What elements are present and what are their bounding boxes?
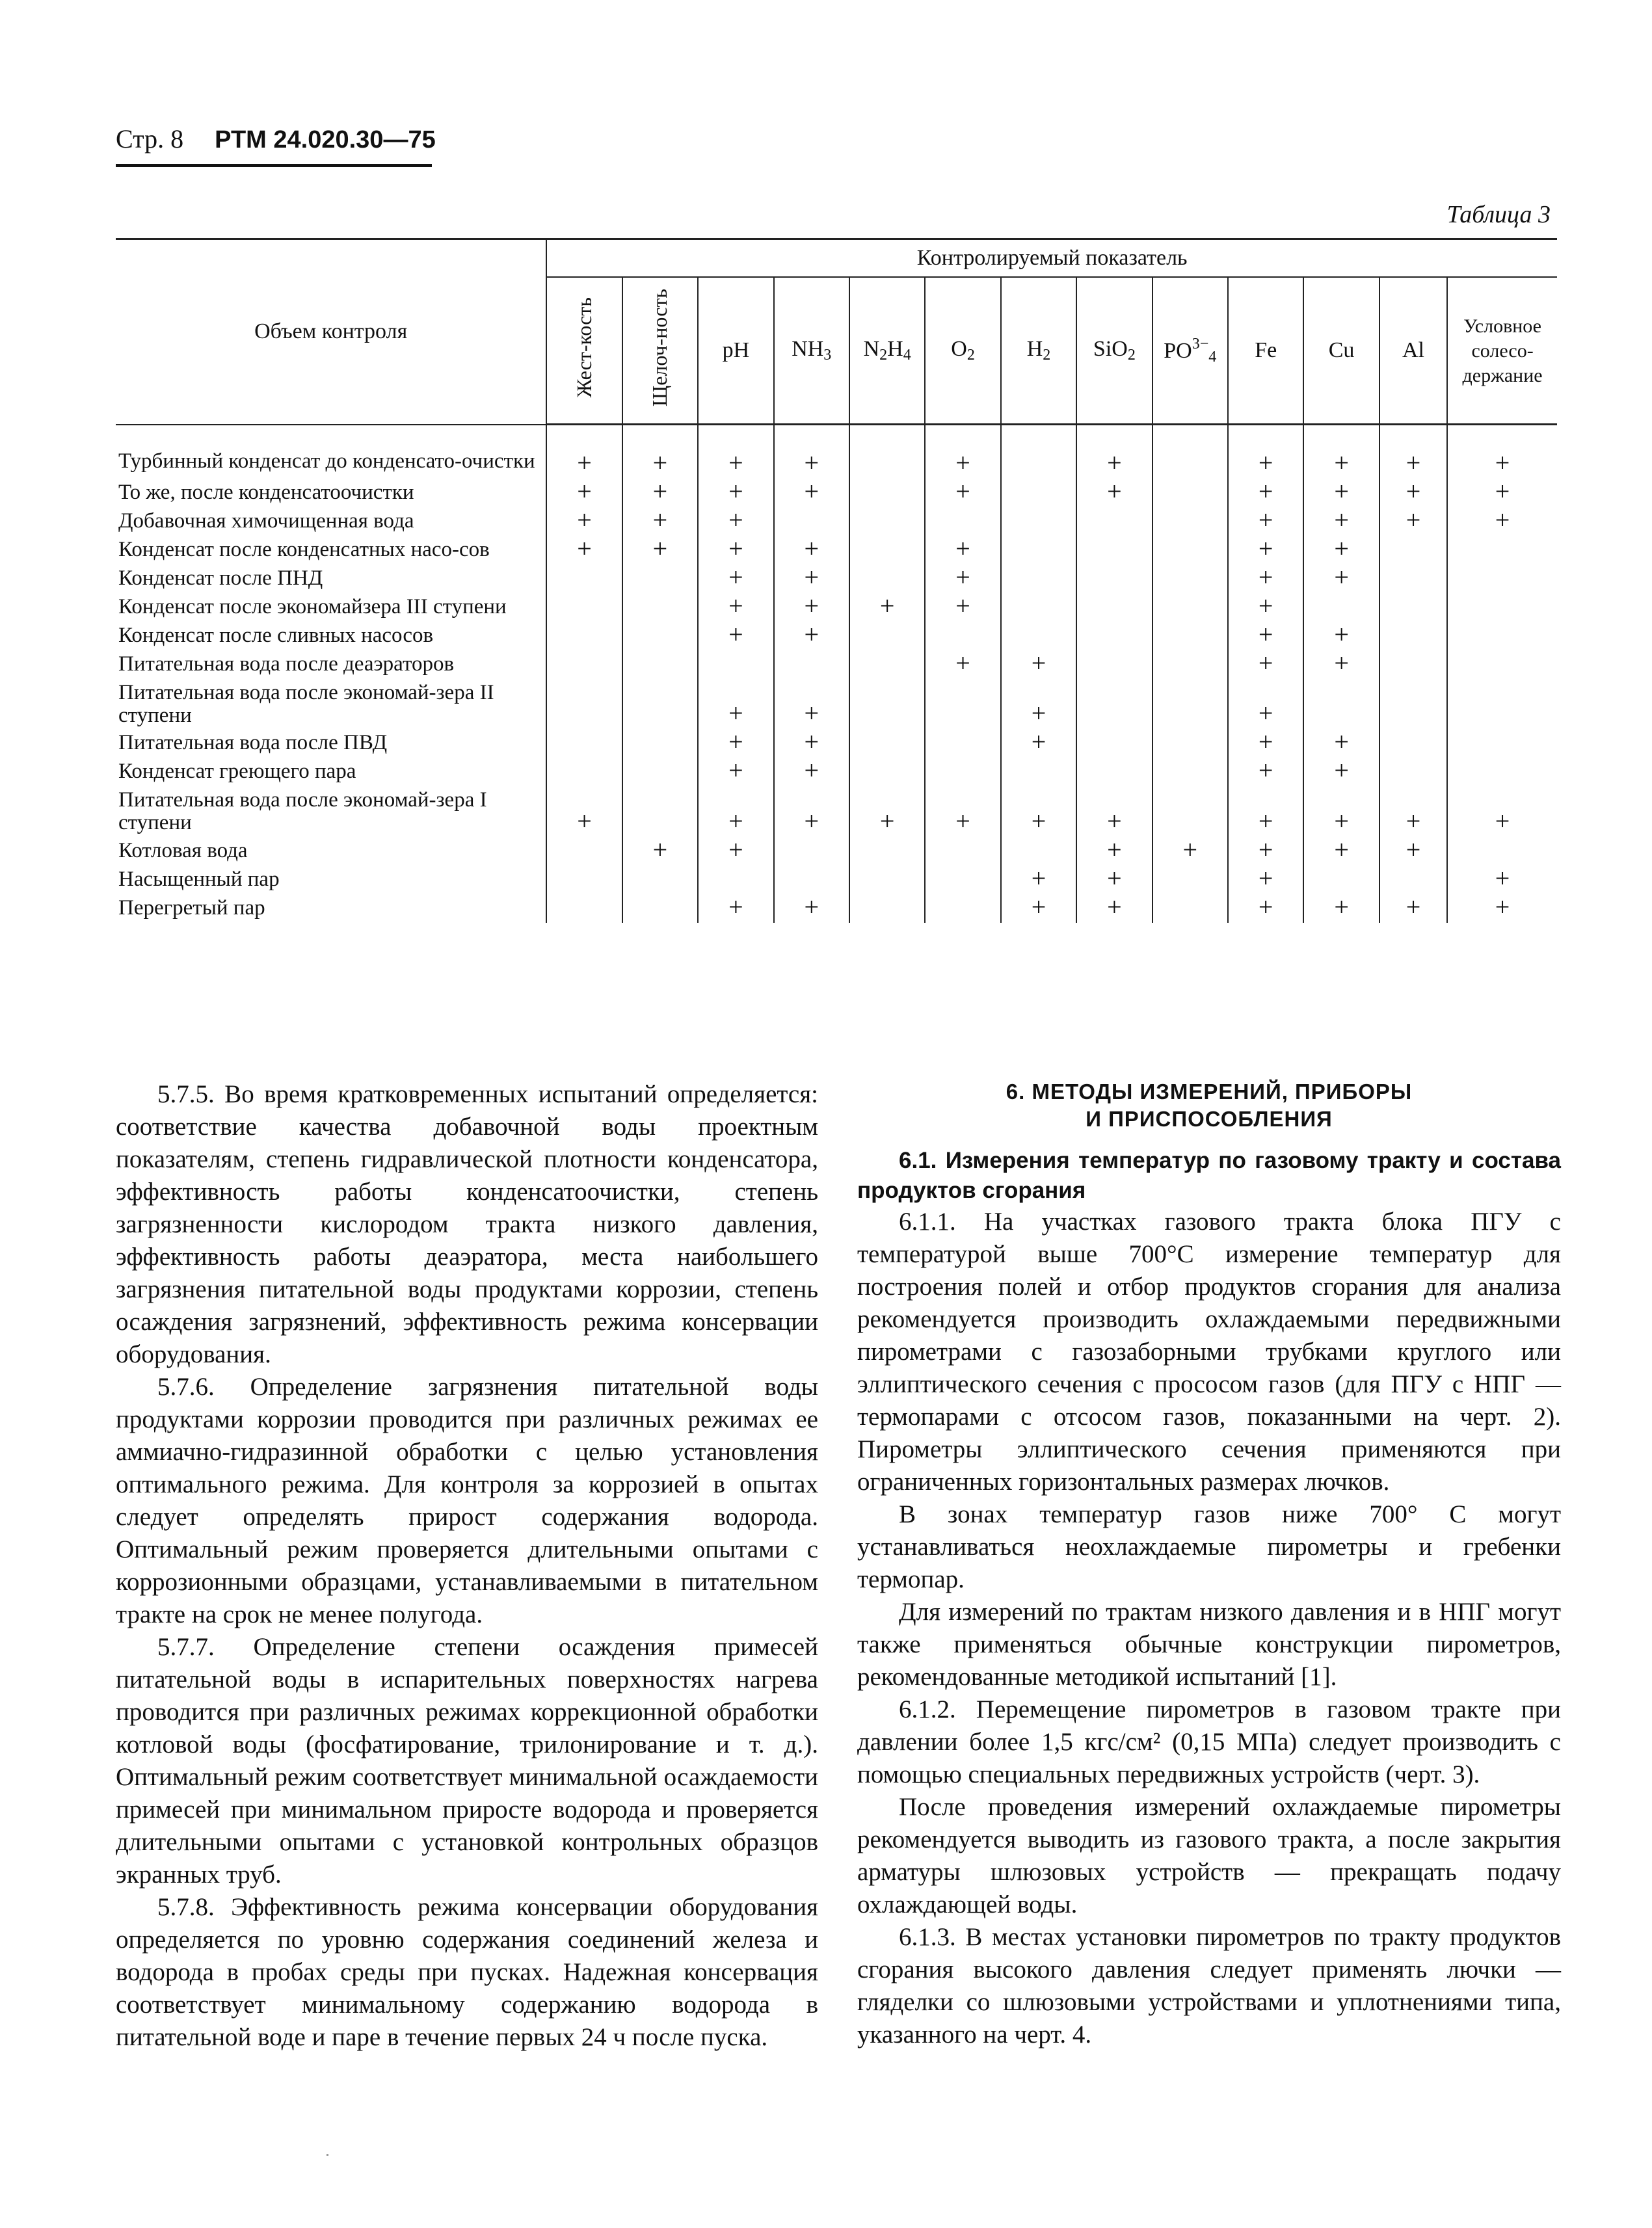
table-cell [1001,425,1076,479]
column-header-part: 3 [823,347,832,364]
table-cell: + [1303,786,1379,836]
table-cell [1303,679,1379,729]
column-header-part: SiO [1093,337,1128,361]
table-cell: + [1001,729,1076,758]
row-label: Конденсат после конденсатных насо-сов [118,538,490,561]
table-cell [1379,729,1447,758]
table-cell [849,650,925,679]
table-cell: + [849,593,925,622]
column-header-part: O [951,337,967,361]
table-cell [849,866,925,894]
column-header-part: 4 [1208,348,1217,365]
paragraph-6-1-2: 6.1.2. Перемещение пирометров в газовом тракте при давлении более 1,5 кгс/см² (0,15 МПа) следует производить с помощью специальных передвижных устройств (черт. 3). [857,1695,1561,1788]
table-row [116,593,1557,622]
table-cell [1152,622,1228,650]
table-cell: + [698,622,773,650]
table-row [116,837,1557,866]
table-cell: + [1303,425,1379,479]
table-row [116,866,1557,894]
table-cell [622,593,698,622]
table-cell [1152,866,1228,894]
control-table-grid [116,238,1557,923]
table-cell [698,650,773,679]
table-cell: + [774,536,849,564]
column-header [1152,277,1228,425]
table-cell [1001,507,1076,536]
column-header-part: Условное солесо-держание [1462,315,1543,386]
table-cell: + [1303,622,1379,650]
column-header-part: 2 [879,347,888,364]
table-cell: + [774,425,849,479]
table-cell: + [925,536,1000,564]
row-label: Конденсат греющего пара [118,760,356,784]
table-row [116,507,1557,536]
table-cell [546,679,622,729]
table-cell: + [1076,786,1152,836]
table-cell [1076,536,1152,564]
control-table [116,238,1557,923]
table-cell [1447,564,1557,593]
table-cell [1001,622,1076,650]
row-label: Котловая вода [118,838,248,862]
table-cell [546,650,622,679]
table-cell [622,650,698,679]
section-title-line1: 6. МЕТОДЫ ИЗМЕРЕНИЙ, ПРИБОРЫ [1006,1080,1413,1104]
row-label: То же, после конденсатоочистки [118,481,414,504]
table-cell: + [925,425,1000,479]
table-cell [546,729,622,758]
table-cell: + [1303,650,1379,679]
section-title-line2: И ПРИСПОСОБЛЕНИЯ [1086,1107,1333,1131]
paragraph-temp-zones: В зонах температур газов ниже 700° С могут устанавливаться неохлаждаемые пирометры и гребенки термопар. [857,1500,1561,1593]
column-header [849,277,925,425]
column-header-part: NH [792,337,824,361]
table-cell [1447,729,1557,758]
table-cell: + [925,786,1000,836]
table-cell: + [1001,679,1076,729]
table-cell: + [1152,837,1228,866]
table-cell: + [698,564,773,593]
paragraph-5-7-6: 5.7.6. Определение загрязнения питательной воды продуктами коррозии проводится при различных режимах ее аммиачно-гидразинной обработки с целью установления оптимального режима. Для контроля за коррозией в опытах следует определять прирост содержания водорода. Оптимальный режим проверяется длительными опытами с коррозионными образцами, устанавливаемыми в питательном тракте на срок не менее полугода. [116,1373,818,1628]
left-text-column [116,1078,818,2054]
column-header-label [1026,337,1051,364]
table-cell [622,894,698,923]
column-header [1447,277,1557,425]
column-header-label [1463,315,1543,386]
column-header-label [723,338,750,362]
row-label: Питательная вода после экономай-зера II ступени [118,681,494,727]
column-header-part: 2 [1127,347,1136,364]
table-cell [1001,837,1076,866]
table-cell: + [1303,837,1379,866]
row-label: Питательная вода после ПВД [118,731,388,755]
table-cell: + [774,593,849,622]
table-cell [925,894,1000,923]
table-cell [1001,758,1076,786]
table-cell [1152,564,1228,593]
column-header-label [863,337,911,364]
table-cell: + [1303,564,1379,593]
table-cell [925,679,1000,729]
table-cell: + [925,564,1000,593]
table-cell: + [1228,679,1303,729]
table-cell: + [1228,507,1303,536]
table-cell: + [1379,786,1447,836]
table-cell [1379,650,1447,679]
table-cell [1152,786,1228,836]
table-cell [1447,679,1557,729]
table-cell: + [546,479,622,507]
table-cell: + [849,786,925,836]
table-cell: + [1076,837,1152,866]
table-cell: + [1379,894,1447,923]
table-cell: + [546,507,622,536]
table-cell [546,837,622,866]
table-cell: + [698,679,773,729]
table-cell [1152,536,1228,564]
row-label: Конденсат после экономайзера III ступени [118,595,507,618]
table-cell: + [1076,866,1152,894]
table-cell: + [1447,866,1557,894]
table-cell: + [1447,479,1557,507]
table-cell [849,536,925,564]
table-cell [1379,758,1447,786]
table-cell [1152,758,1228,786]
table-cell [849,622,925,650]
subsection-title: 6.1. Измерения температур по газовому тракту и состава продуктов сгорания [857,1148,1561,1203]
table-cell: + [1447,507,1557,536]
table-cell: + [1303,894,1379,923]
row-label: Конденсат после сливных насосов [118,624,434,647]
table-cell [849,479,925,507]
table-label: Таблица 3 [1446,201,1551,228]
table-cell: + [1379,425,1447,479]
table-cell [1001,479,1076,507]
column-header [546,277,622,425]
table-cell [774,837,849,866]
table-cell [546,866,622,894]
table-cell: + [546,425,622,479]
table-cell [774,507,849,536]
column-header-part: 2 [966,347,975,364]
column-header [925,277,1000,425]
table-cell [925,758,1000,786]
table-cell: + [925,593,1000,622]
table-cell: + [1228,479,1303,507]
table-cell: + [1228,564,1303,593]
table-cell: + [1379,507,1447,536]
page-header [116,124,436,154]
table-row [116,679,1557,729]
paragraph-after-measure: После проведения измерений охлаждаемые пирометры рекомендуется выводить из газового тракта, а после закрытия арматуры шлюзовых устройств — прекращать подачу охлаждающей воды. [857,1793,1561,1918]
table-cell [1076,622,1152,650]
column-header-part: Cu [1328,338,1355,362]
scan-speck [326,2154,328,2156]
row-label: Питательная вода после экономай-зера I ступени [118,788,487,834]
paragraph-5-7-7: 5.7.7. Определение степени осаждения примесей питательной воды в испарительных поверхностях нагрева проводится при различных режимах коррекционной обработки котловой воды (фосфатирование, трилонирование и т. д.). Оптимальный режим соответствует минимальной осаждаемости примесей при минимальном приросте водорода и проверяется длительными опытами с установкой контрольных образцов экранных труб. [116,1633,818,1889]
table-cell [849,729,925,758]
table-cell: + [1076,425,1152,479]
table-cell: + [1228,622,1303,650]
row-label: Насыщенный пар [118,867,280,891]
table-cell [849,564,925,593]
table-row [116,758,1557,786]
column-header-part: 3− [1192,335,1209,352]
column-header-label: Щелоч-ность [648,288,672,407]
column-header-label [1255,338,1277,362]
table-cell [546,622,622,650]
table-cell [698,866,773,894]
table-cell: + [1447,786,1557,836]
column-header-part: H [887,337,903,361]
table-cell: + [622,507,698,536]
table-cell: + [1001,866,1076,894]
table-cell [1303,866,1379,894]
table-cell [1001,536,1076,564]
table-cell [1152,425,1228,479]
table-cell: + [622,536,698,564]
table-cell [1001,593,1076,622]
column-header-part: pH [722,338,750,362]
table-cell [622,729,698,758]
table-row [116,729,1557,758]
table-cell: + [774,786,849,836]
table-cell [1447,593,1557,622]
table-cell [1447,650,1557,679]
table-cell [1447,837,1557,866]
column-header-label [792,337,832,364]
table-body [116,425,1557,923]
table-row [116,564,1557,593]
table-cell: + [1001,786,1076,836]
section-title [857,1078,1561,1133]
table-cell: + [774,894,849,923]
table-cell [1152,679,1228,729]
table-cell [546,894,622,923]
column-header [698,277,773,425]
table-cell: + [698,479,773,507]
table-cell: + [698,729,773,758]
table-cell [1447,758,1557,786]
table-cell [925,622,1000,650]
table-cell [622,564,698,593]
table-row [116,894,1557,923]
table-cell [925,837,1000,866]
table-cell: + [1228,425,1303,479]
table-cell: + [774,729,849,758]
table-row [116,479,1557,507]
table-cell [1076,564,1152,593]
table-cell [546,758,622,786]
table-cell: + [1076,894,1152,923]
group-header: Контролируемый показатель [546,239,1557,278]
table-cell: + [1303,507,1379,536]
table-cell: + [698,786,773,836]
table-cell [1152,507,1228,536]
table-cell [1001,564,1076,593]
table-cell: + [1447,894,1557,923]
table-cell: + [546,786,622,836]
table-cell [1152,593,1228,622]
column-header [1228,277,1303,425]
table-cell [1447,622,1557,650]
row-header: Объем контроля [116,239,546,425]
table-cell [1379,593,1447,622]
table-cell: + [1228,593,1303,622]
table-cell [622,679,698,729]
table-row [116,650,1557,679]
table-cell [774,866,849,894]
column-header-part: N [863,337,880,361]
table-cell: + [1379,479,1447,507]
table-cell [1379,564,1447,593]
table-cell [622,866,698,894]
table-cell: + [1228,866,1303,894]
column-header-part: Fe [1255,338,1277,362]
table-cell: + [698,593,773,622]
row-label: Питательная вода после деаэраторов [118,652,455,676]
table-cell: + [1303,758,1379,786]
table-cell: + [1303,729,1379,758]
table-cell [1379,536,1447,564]
paragraph-5-7-8: 5.7.8. Эффективность режима консервации оборудования определяется по уровню содержания соединений железа и водорода в пробах среды при пусках. Надежная консервация соответствует минимальному содержанию водорода в питательной воде и паре в течение первых 24 ч после пуска. [116,1893,818,2051]
table-cell: + [1447,425,1557,479]
table-cell [1076,507,1152,536]
row-label: Добавочная химочищенная вода [118,509,414,533]
table-cell [1379,622,1447,650]
table-cell [1152,894,1228,923]
column-header-label [1164,335,1217,365]
row-label: Турбинный конденсат до конденсато-очистки [118,449,535,473]
table-cell: + [622,479,698,507]
table-row [116,425,1557,479]
table-cell: + [1303,479,1379,507]
table-cell: + [925,650,1000,679]
table-cell [622,622,698,650]
table-cell: + [1001,894,1076,923]
column-header-part: 4 [903,347,911,364]
table-cell [849,837,925,866]
table-cell [622,758,698,786]
table-cell [1152,650,1228,679]
table-cell: + [925,479,1000,507]
column-header [1001,277,1076,425]
paragraph-6-1-3: 6.1.3. В местах установки пирометров по тракту продуктов сгорания высокого давления следует применять лючки — гляделки со шлюзовыми устройствами и уплотнениями типа, указанного на черт. 4. [857,1923,1561,2049]
table-row [116,622,1557,650]
table-cell: + [1001,650,1076,679]
table-cell: + [774,758,849,786]
table-cell [849,507,925,536]
column-header-label [1402,338,1424,362]
column-header [622,277,698,425]
table-cell: + [1228,729,1303,758]
table-cell: + [698,894,773,923]
table-cell: + [774,564,849,593]
table-cell [849,425,925,479]
table-cell [1076,650,1152,679]
table-cell: + [698,536,773,564]
table-cell [774,650,849,679]
paragraph-5-7-5: 5.7.5. Во время кратковременных испытаний определяется: соответствие качества добавочной воды проектным показателям, степень гидравлической плотности конденсатора, эффективность работы конденсатоочистки, степень загрязненности кислородом тракта низкого давления, эффективность работы деаэратора, места наибольшего загрязнения питательной воды продуктами коррозии, степень осаждения загрязнений, эффективность режима консервации оборудования. [116,1080,818,1368]
row-label: Конденсат после ПНД [118,566,323,590]
paragraph-6-1-1: 6.1.1. На участках газового тракта блока ПГУ с температурой выше 700°С измерение температур для построения полей и отбор продуктов сгорания для анализа рекомендуется производить охлаждаемыми передвижными пирометрами с газозаборными трубками круглого или эллиптического сечения с прососом газов (для ПГУ с НПГ — термопарами с отсосом газов, показанными на черт. 2). Пирометры эллиптического сечения применяются при ограниченных горизонтальных размерах лючков. [857,1208,1561,1496]
column-header-part: PO [1164,338,1192,363]
header-rule [116,164,432,167]
row-label: Перегретый пар [118,895,265,920]
table-cell: + [1303,536,1379,564]
table-cell [849,894,925,923]
table-cell [1379,679,1447,729]
table-cell: + [546,536,622,564]
table-cell: + [774,622,849,650]
table-cell: + [622,837,698,866]
column-header [1076,277,1152,425]
column-header-part: H [1026,337,1043,361]
column-header [1379,277,1447,425]
table-cell [849,758,925,786]
document-code: РТМ 24.020.30—75 [215,126,436,153]
table-row [116,786,1557,836]
column-header-label [951,337,975,364]
table-cell: + [774,479,849,507]
table-cell [925,866,1000,894]
column-header-label [1093,337,1136,364]
column-header-part: Al [1402,338,1424,362]
table-cell: + [698,837,773,866]
table-row [116,536,1557,564]
table-cell: + [1076,479,1152,507]
table-cell: + [1228,837,1303,866]
table-cell [925,507,1000,536]
table-cell: + [698,425,773,479]
table-cell [1152,729,1228,758]
table-cell: + [1228,894,1303,923]
table-cell [1303,593,1379,622]
column-header [1303,277,1379,425]
table-cell [1076,679,1152,729]
column-header-label [1329,338,1355,362]
table-cell: + [1228,758,1303,786]
table-cell: + [698,758,773,786]
table-cell [1379,866,1447,894]
column-header-label: Жест-кость [572,297,596,398]
table-cell [1076,593,1152,622]
table-cell: + [1228,536,1303,564]
table-cell [1076,758,1152,786]
right-text-column [857,1078,1561,2051]
table-cell: + [1228,650,1303,679]
table-cell [622,786,698,836]
table-cell: + [1228,786,1303,836]
table-cell: + [698,507,773,536]
column-header-part: 2 [1043,347,1051,364]
table-cell [925,729,1000,758]
page-number: Стр. 8 [116,124,184,153]
table-cell [1152,479,1228,507]
table-cell [1076,729,1152,758]
table-cell [1447,536,1557,564]
table-cell: + [622,425,698,479]
table-cell: + [1379,837,1447,866]
paragraph-low-pressure: Для измерений по трактам низкого давления и в НПГ могут также применяться обычные конструкции пирометров, рекомендованные методикой испытаний [1]. [857,1598,1561,1691]
table-cell [546,593,622,622]
table-cell [849,679,925,729]
table-cell [546,564,622,593]
table-cell: + [774,679,849,729]
column-header [774,277,849,425]
